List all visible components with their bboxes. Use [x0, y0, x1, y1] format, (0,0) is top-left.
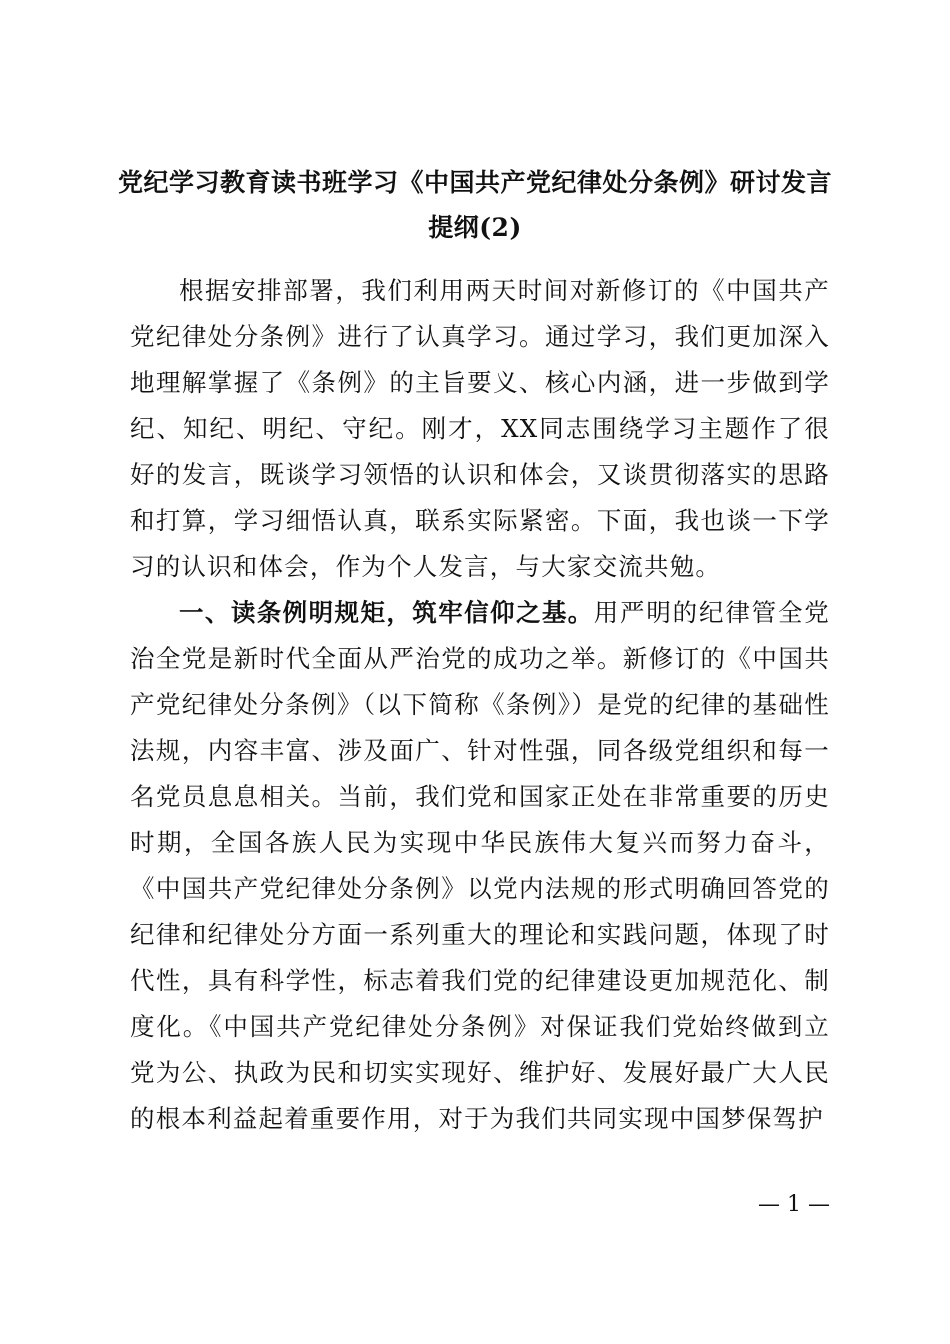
paragraph-section-1: [130, 590, 830, 1142]
document-body: [130, 268, 830, 1142]
paragraph-intro: [130, 268, 830, 590]
paragraph-text: 根据安排部署，我们利用两天时间对新修订的《中国共产党纪律处分条例》进行了认真学习。通过学习，我们更加深入地理解掌握了《条例》的主旨要义、核心内涵，进一步做到学纪、知纪、明纪、守纪。刚才，XX同志围绕学习主题作了很好的发言，既谈学习领悟的认识和体会，又谈贯彻落实的思路和打算，学习细悟认真，联系实际紧密。下面，我也谈一下学习的认识和体会，作为个人发言，与大家交流共勉。: [130, 276, 830, 581]
section-heading: 一、读条例明规矩，筑牢信仰之基。: [179, 598, 594, 627]
title-line-2: 提纲(2): [428, 213, 522, 242]
page-number: — 1 —: [758, 1192, 830, 1217]
paragraph-text: 用严明的纪律管全党治全党是新时代全面从严治党的成功之举。新修订的《中国共产党纪律处分条例》（以下简称《条例》）是党的纪律的基础性法规，内容丰富、涉及面广、针对性强，同各级党组织和每一名党员息息相关。当前，我们党和国家正处在非常重要的历史时期，全国各族人民为实现中华民族伟大复兴而努力奋斗，《中国共产党纪律处分条例》以党内法规的形式明确回答党的纪律和纪律处分方面一系列重大的理论和实践问题，体现了时代性，具有科学性，标志着我们党的纪律建设更加规范化、制度化。《中国共产党纪律处分条例》对保证我们党始终做到立党为公、执政为民和切实实现好、维护好、发展好最广大人民的根本利益起着重要作用，对于为我们共同实现中国梦保驾护: [130, 598, 830, 1133]
document-title: [110, 160, 840, 250]
title-line-1: 党纪学习教育读书班学习《中国共产党纪律处分条例》研讨发言: [117, 168, 832, 197]
